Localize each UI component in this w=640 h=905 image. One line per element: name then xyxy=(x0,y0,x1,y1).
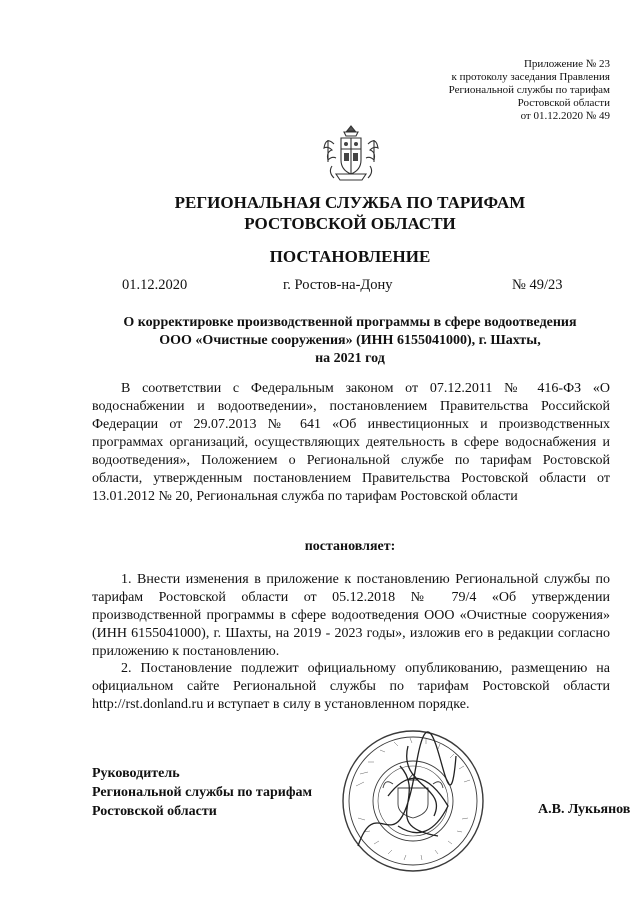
coat-of-arms-icon xyxy=(322,122,380,186)
resolves-heading: постановляет: xyxy=(304,539,396,554)
document-city: г. Ростов-на-Дону xyxy=(283,277,393,293)
document-date: 01.12.2020 xyxy=(122,277,188,293)
signer-name: А.В. Лукьянов xyxy=(538,802,631,817)
signer-title-line: Ростовской области xyxy=(92,804,217,819)
appendix-line: Региональной службы по тарифам xyxy=(448,84,610,96)
document-subject xyxy=(92,314,608,368)
signer-title xyxy=(92,764,312,821)
signer-title-line: Региональной службы по тарифам xyxy=(92,785,313,800)
subject-line: ООО «Очистные сооружения» (ИНН 6155041000), г. Шахты, xyxy=(159,333,541,348)
document-number: № 49/23 xyxy=(512,277,563,293)
decree-item-1: 1. Внести изменения в приложение к постановлению Региональной службы по тарифам Ростовской области от 05.12.2018 № 79/4 «Об утверждении производственной программы в сфере водоотведения ООО «Очистные сооружения» (ИНН 6155041000), г. Шахты, на 2019 - 2023 годы», изложив его в редакции согласно приложению к постановлению. xyxy=(92,572,610,659)
organization-title-line: РЕГИОНАЛЬНАЯ СЛУЖБА ПО ТАРИФАМ xyxy=(174,193,526,212)
organization-title-line: РОСТОВСКОЙ ОБЛАСТИ xyxy=(244,214,456,233)
decree-item-2: 2. Постановление подлежит официальному опубликованию, размещению на официальном сайте Региональной службы по тарифам Ростовской области http://rst.donland.ru и вступает в силу в установленном порядке. xyxy=(92,661,610,712)
appendix-line: Ростовской области xyxy=(517,97,610,109)
appendix-line: Приложение № 23 xyxy=(523,58,610,70)
appendix-line: к протоколу заседания Правления xyxy=(451,71,610,83)
document-type-title: ПОСТАНОВЛЕНИЕ xyxy=(269,247,431,266)
official-seal-stamp-icon xyxy=(338,726,488,876)
subject-line: на 2021 год xyxy=(315,351,385,366)
signer-title-line: Руководитель xyxy=(92,766,180,781)
subject-line: О корректировке производственной программы в сфере водоотведения xyxy=(123,315,577,330)
appendix-note xyxy=(449,58,610,123)
preamble-paragraph: В соответствии с Федеральным законом от 07.12.2011 № 416-ФЗ «О водоснабжении и водоотведении», постановлением Правительства Российской Федерации от 29.07.2013 № 641 «Об инвестиционных и производственных программах организаций, осуществляющих деятельность в сфере водоснабжения и водоотведения», Положением о Региональной службе по тарифам Ростовской области, утвержденным постановлением Правительства Ростовской области от 13.01.2012 № 20, Региональная служба по тарифам Ростовской области xyxy=(92,381,610,504)
appendix-line: от 01.12.2020 № 49 xyxy=(520,110,610,122)
organization-title xyxy=(0,192,640,234)
